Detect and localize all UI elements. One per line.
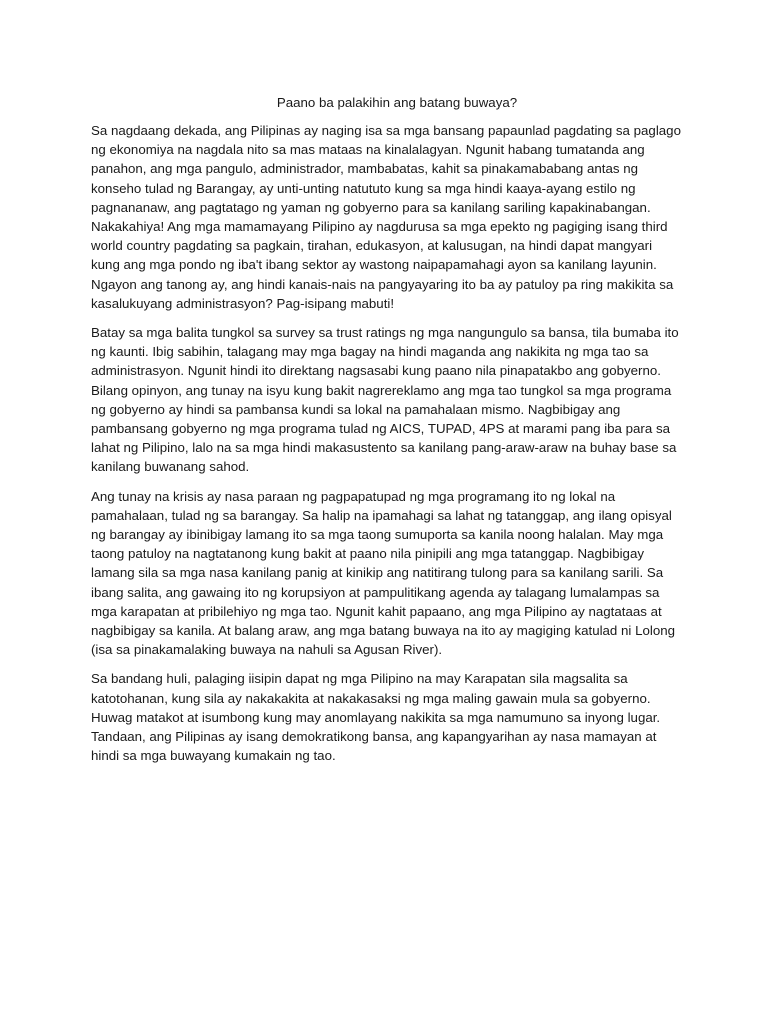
paragraph-4: Sa bandang huli, palaging iisipin dapat ng mga Pilipino na may Karapatan sila magsalita sa katotohanan, kung sila ay nakakakita at nakakasaksi ng mga maling gawain mula sa gobyerno. Huwag matakot at isumbong kung may anomlayang nakikita sa mga namumuno sa inyong lugar. Tandaan, ang Pilipinas ay isang demokratikong bansa, ang kapangyarihan ay nasa mamayan at hindi sa mga buwayang kumakain ng tao. <box>91 671 661 764</box>
paragraph-3: Ang tunay na krisis ay nasa paraan ng pagpapatupad ng mga programang ito ng lokal na pamahalaan, tulad ng sa barangay. Sa halip na ipamahagi sa lahat ng tatanggap, ang ilang opisyal ng barangay ay ibinibigay lamang ito sa mga taong sumuporta sa kanila noong halalan. May mga taong patuloy na nagtatanong kung bakit at paano nila pinipili ang mga tatanggap. Nagbibigay lamang sila sa mga nasa kanilang panig at kinikip ang natitirang tulong para sa kanilang sarili. Sa ibang salita, ang gawaing ito ng korupsiyon at pampulitikang agenda ay talagang lumalampas sa mga karapatan at pribilehiyo ng mga tao. Ngunit kahit papaano, ang mga Pilipino ay nagtataas at nagbibigay sa kanila. At balang araw, ang mga batang buwaya na ito ay magiging katulad ni Lolong (isa sa pinakamalaking buwaya na nahuli sa Agusan River). <box>91 488 675 658</box>
document-body <box>91 121 681 776</box>
document-title: Paano ba palakihin ang batang buwaya? <box>276 95 518 110</box>
paragraph-2: Batay sa mga balita tungkol sa survey sa trust ratings ng mga nangungulo sa bansa, tila bumaba ito ng kaunti. Ibig sabihin, talagang may mga bagay na hindi maganda ang nakikita ng mga tao sa administrasyon. Ngunit hindi ito direktang nagsasabi kung paano nila pinapatakbo ang gobyerno. Bilang opinyon, ang tunay na isyu kung bakit nagrereklamo ang mga tao tungkol sa mga programa ng gobyerno ay hindi sa pambansa kundi sa lokal na pamahalaan mismo. Nagbibigay ang pambansang gobyerno ng mga programa tulad ng AICS, TUPAD, 4PS at marami pang iba para sa lahat ng Pilipino, lalo na sa mga hindi makasustento sa kanilang pang-araw-araw na buhay base sa kanilang buwanang sahod. <box>91 325 679 475</box>
paragraph-1: Sa nagdaang dekada, ang Pilipinas ay naging isa sa mga bansang papaunlad pagdating sa paglago ng ekonomiya na nagdala nito sa mas mataas na kinalalagyan. Ngunit habang tumatanda ang panahon, ang mga pangulo, administrador, mambabatas, kahit sa pinakamababang antas ng konseho tulad ng Barangay, ay unti-unting natututo kung sa mga hindi kaaya-ayang estilo ng pagnananaw, ang pagtatago ng yaman ng gobyerno para sa kanilang sariling kapakinabangan. Nakakahiya! Ang mga mamamayang Pilipino ay nagdurusa sa mga epekto ng pagiging isang third world country pagdating sa pagkain, tirahan, edukasyon, at kalusugan, na hindi dapat mangyari kung ang mga pondo ng iba't ibang sektor ay wastong naipapamahagi ayon sa kanilang layunin. Ngayon ang tanong ay, ang hindi kanais-nais na pangyayaring ito ba ay patuloy pa ring makikita sa kasalukuyang administrasyon? Pag-isipang mabuti! <box>91 123 681 311</box>
